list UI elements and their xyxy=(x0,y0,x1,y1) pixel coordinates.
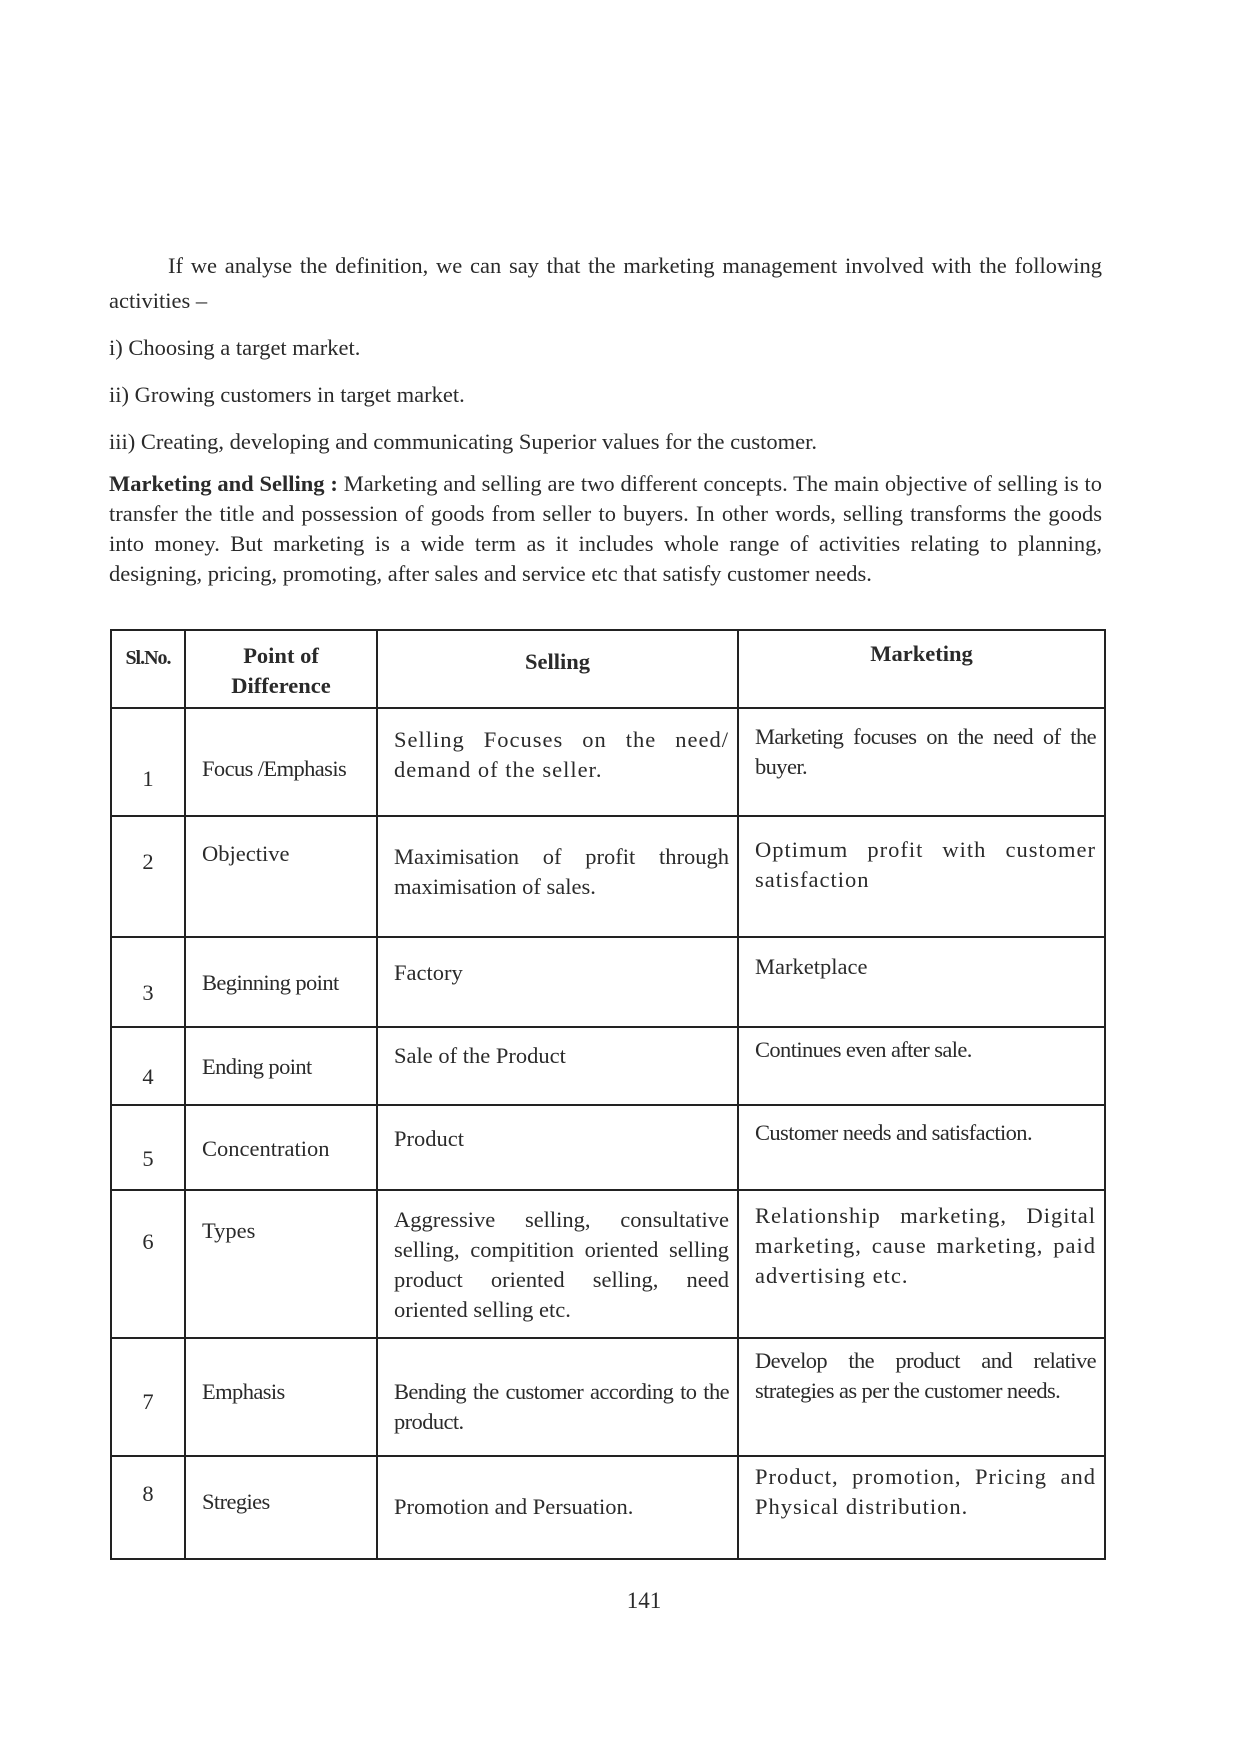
row-point: Objective xyxy=(185,816,377,937)
row-point: Concentration xyxy=(185,1105,377,1190)
table-row xyxy=(111,1105,1105,1190)
row-marketing: Product, promotion, Pricing and Physical distribution. xyxy=(738,1456,1105,1559)
row-selling: Maximisation of profit through maximisation of sales. xyxy=(377,816,738,937)
table-header-row xyxy=(111,630,1105,708)
marketing-selling-paragraph xyxy=(109,469,1102,589)
row-selling: Factory xyxy=(377,937,738,1027)
page-body xyxy=(109,248,1102,589)
row-marketing: Marketing focuses on the need of the buyer. xyxy=(738,708,1105,816)
row-marketing: Continues even after sale. xyxy=(738,1027,1105,1105)
table-row xyxy=(111,1027,1105,1105)
header-point-of-difference: Point of Difference xyxy=(185,630,377,708)
row-selling: Bending the customer according to the product. xyxy=(377,1338,738,1456)
header-slno: Sl.No. xyxy=(111,630,185,708)
table-row xyxy=(111,1190,1105,1338)
header-marketing: Marketing xyxy=(738,630,1105,708)
row-point: Focus /Emphasis xyxy=(185,708,377,816)
row-point: Ending point xyxy=(185,1027,377,1105)
row-marketing: Customer needs and satisfaction. xyxy=(738,1105,1105,1190)
page-number: 141 xyxy=(626,1588,662,1613)
row-number: 4 xyxy=(111,1027,185,1105)
row-marketing: Optimum profit with customer satisfaction xyxy=(738,816,1105,937)
row-number: 1 xyxy=(111,708,185,816)
header-selling: Selling xyxy=(377,630,738,708)
row-number: 8 xyxy=(111,1456,185,1559)
row-number: 5 xyxy=(111,1105,185,1190)
comparison-table xyxy=(110,629,1106,1560)
row-number: 3 xyxy=(111,937,185,1027)
row-selling: Sale of the Product xyxy=(377,1027,738,1105)
row-selling: Promotion and Persuation. xyxy=(377,1456,738,1559)
row-marketing: Marketplace xyxy=(738,937,1105,1027)
row-marketing: Relationship marketing, Digital marketing, cause marketing, paid advertising etc. xyxy=(738,1190,1105,1338)
row-point: Stregies xyxy=(185,1456,377,1559)
row-number: 6 xyxy=(111,1190,185,1338)
activity-item-3: iii) Creating, developing and communicating Superior values for the customer. xyxy=(109,429,817,454)
row-marketing: Develop the product and relative strategies as per the customer needs. xyxy=(738,1338,1105,1456)
row-selling: Product xyxy=(377,1105,738,1190)
activity-item-2: ii) Growing customers in target market. xyxy=(109,382,465,407)
row-number: 2 xyxy=(111,816,185,937)
row-point: Types xyxy=(185,1190,377,1338)
table-row xyxy=(111,937,1105,1027)
row-number: 7 xyxy=(111,1338,185,1456)
table-row xyxy=(111,816,1105,937)
row-point: Emphasis xyxy=(185,1338,377,1456)
table-row xyxy=(111,1456,1105,1559)
activity-item-1: i) Choosing a target market. xyxy=(109,335,361,360)
section-heading: Marketing and Selling : xyxy=(109,471,338,496)
intro-paragraph: If we analyse the definition, we can say that the marketing management involved with the following activities – xyxy=(109,253,1102,313)
table-row xyxy=(111,1338,1105,1456)
row-point: Beginning point xyxy=(185,937,377,1027)
table-row xyxy=(111,708,1105,816)
row-selling: Selling Focuses on the need/ demand of the seller. xyxy=(377,708,738,816)
section-body: Marketing and selling are two different concepts. The main objective of selling is to transfer the title and possession of goods from seller to buyers. In other words, selling transforms the goods into money. But marketing is a wide term as it includes whole range of activities relating to planning, designing, pricing, promoting, after sales and service etc that satisfy customer needs. xyxy=(109,471,1102,586)
row-selling: Aggressive selling, consultative selling, compitition oriented selling product oriented selling, need oriented selling etc. xyxy=(377,1190,738,1338)
